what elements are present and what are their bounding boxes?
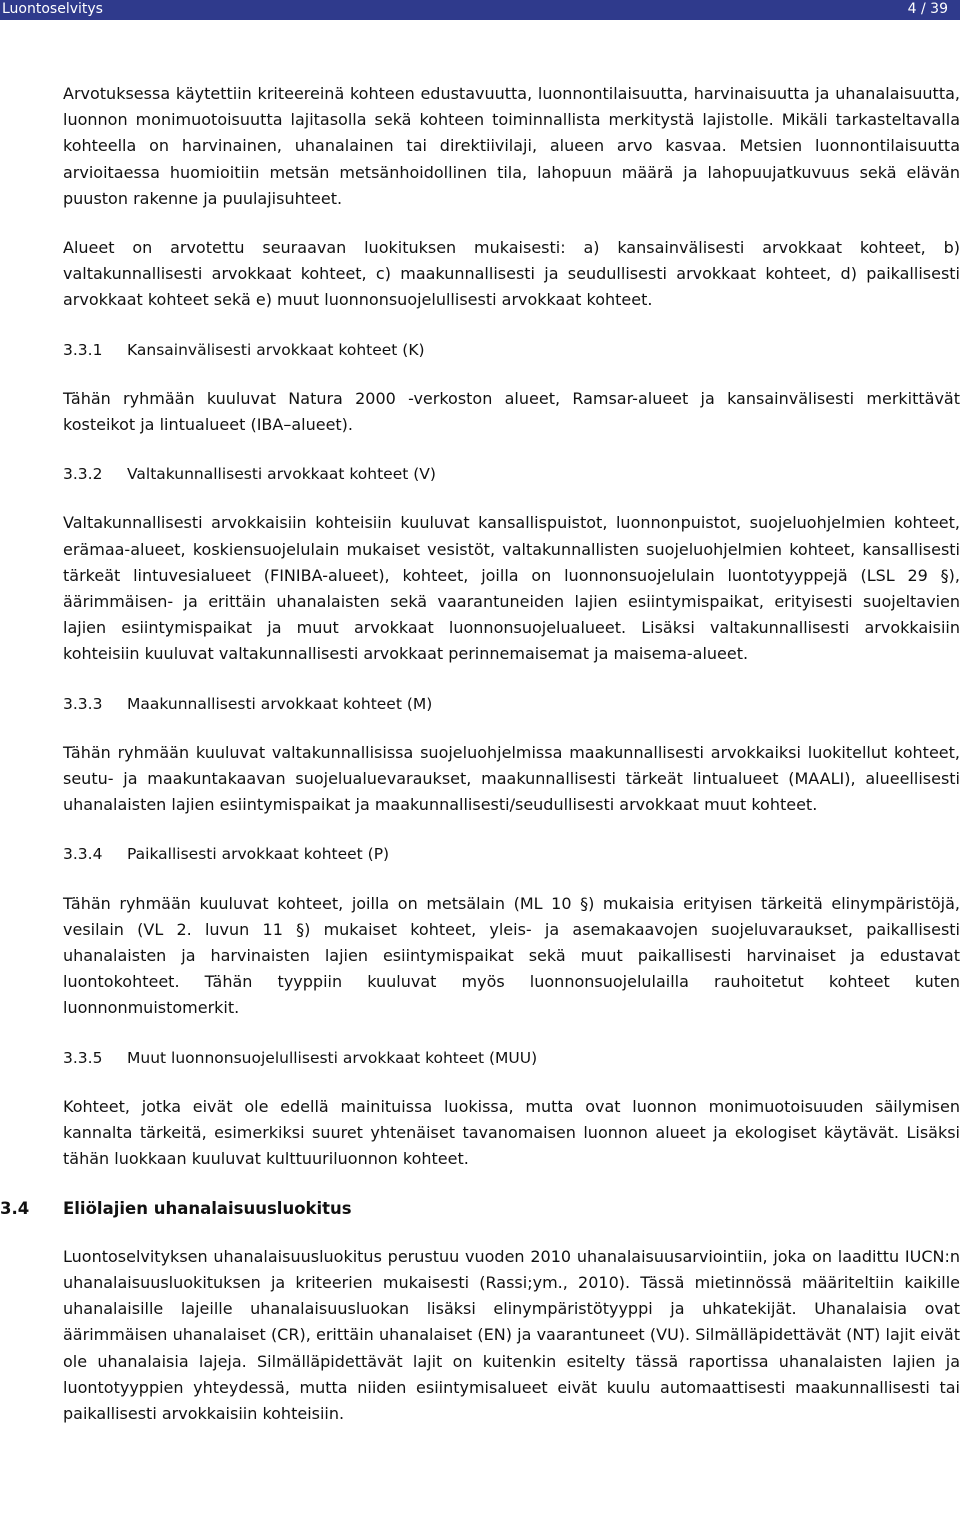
document-title: Luontoselvitys	[2, 1, 103, 17]
section-heading-3-3-2	[63, 461, 960, 487]
section-title: Eliölajien uhanalaisuusluokitus	[63, 1198, 352, 1218]
document-header	[0, 0, 960, 20]
section-title: Maakunnallisesti arvokkaat kohteet (M)	[127, 694, 433, 713]
section-text-3-3-4: Tähän ryhmään kuuluvat kohteet, joilla on metsälain (ML 10 §) mukaisia erityisen tärkeitä elinympäristöjä, vesilain (VL 2. luvun 11 §) mukaiset kohteet, yleis- ja asemakaavojen suojeluvaraukset, paikallisesti uhanalaisten ja harvinaisten lajien esiintymispaikat sekä muut paikallisesti harvinaiset ja edustavat luontokohteet. Tähän tyyppiin kuuluvat myös luonnonsuojelulailla rauhoitetut kohteet kuten luonnonmuistomerkit.	[63, 893, 960, 1018]
section-heading-3-4	[0, 1196, 960, 1222]
section-number: 3.3.5	[63, 1048, 103, 1067]
paragraph-classification: Alueet on arvotettu seuraavan luokituksen mukaisesti: a) kansainvälisesti arvokkaat kohteet, b) valtakunnallisesti arvokkaat kohteet, c) maakunnallisesti ja seudullisesti arvokkaat kohteet, d) paikallisesti arvokkaat kohteet sekä e) muut luonnonsuojelullisesti arvokkaat kohteet.	[63, 238, 960, 310]
section-text-3-4: Luontoselvityksen uhanalaisuusluokitus perustuu vuoden 2010 uhanalaisuusarviointiin, joka on laadittu IUCN:n uhanalaisuusluokituksen ja kriteerien mukaisesti (Rassi;ym., 2010). Tässä mietinnössä määriteltiin kaikille uhanalaisille lajeille uhanalaisuusluokan lisäksi elinympäristötyyppi ja uhkatekijät. Uhanalaisia ovat äärimmäisen uhanalaiset (CR), erittäin uhanalaiset (EN) ja vaarantuneet (VU). Silmälläpidettävät (NT) lajit eivät ole uhanalaisia lajeja. Silmälläpidettävät lajit on kuitenkin esitelty tässä raportissa uhanalaisten lajien ja luontotyyppien yhteydessä, mutta niiden esiintymisalueet eivät kuulu automaattisesti maakunnallisesti tai paikallisesti arvokkaisiin kohteisiin.	[63, 1246, 960, 1423]
section-number: 3.3.4	[63, 845, 103, 864]
section-heading-3-3-4	[63, 841, 960, 867]
section-number: 3.3.2	[63, 465, 103, 484]
document-body	[0, 81, 960, 1450]
section-number: 3.3.1	[63, 340, 103, 359]
section-title: Kansainvälisesti arvokkaat kohteet (K)	[127, 340, 425, 359]
section-number: 3.3.3	[63, 694, 103, 713]
page-indicator: 4 / 39	[907, 1, 948, 17]
section-title: Paikallisesti arvokkaat kohteet (P)	[127, 845, 390, 864]
section-title: Muut luonnonsuojelullisesti arvokkaat kohteet (MUU)	[127, 1048, 538, 1067]
section-heading-3-3-1	[63, 337, 960, 363]
section-heading-3-3-5	[63, 1045, 960, 1071]
section-title: Valtakunnallisesti arvokkaat kohteet (V)	[127, 465, 436, 484]
section-text-3-3-5: Kohteet, jotka eivät ole edellä mainituissa luokissa, mutta ovat luonnon monimuotoisuuden säilymisen kannalta tärkeitä, esimerkiksi suuret yhtenäiset tavanomaisen luonnon alueet ja ekologiset käytävät. Lisäksi tähän luokkaan kuuluvat kulttuuriluonnon kohteet.	[63, 1096, 960, 1169]
section-heading-3-3-3	[63, 691, 960, 717]
section-number: 3.4	[0, 1198, 30, 1218]
section-text-3-3-2: Valtakunnallisesti arvokkaisiin kohteisiin kuuluvat kansallispuistot, luonnonpuistot, suojeluohjelmien kohteet, erämaa-alueet, koskiensuojelulain mukaiset vesistöt, valtakunnallisten suojeluohjelmien kohteet, kansallisesti tärkeät lintuvesialueet (FINIBA-alueet), kohteet, joilla on luonnonsuojelulain luontotyyppejä (LSL 29 §), äärimmäisen- ja erittäin uhanalaisten sekä vaarantuneiden lajien esiintymispaikat, erityisesti suojeltavien lajien esiintymispaikat ja muut arvokkaat luonnonsuojelualueet. Lisäksi valtakunnallisesti arvokkaisiin kohteisiin kuuluvat valtakunnallisesti arvokkaat perinnemaisemat ja maisema-alueet.	[63, 513, 960, 664]
paragraph-criteria: Arvotuksessa käytettiin kriteereinä kohteen edustavuutta, luonnontilaisuutta, harvinaisuutta ja uhanalaisuutta, luonnon monimuotoisuutta lajitasolla sekä kohteen toiminnallista merkitystä lajistolle. Mikäli tarkasteltavalla kohteella on harvinainen, uhanalainen tai direktiivilaji, alueen arvo kasvaa. Metsien luonnontilaisuutta arvioitaessa huomioitiin metsän metsänhoidollinen tila, lahopuun määrä ja lahopuujatkuvuus sekä elävän puuston rakenne ja puulajisuhteet.	[63, 84, 960, 208]
section-text-3-3-1: Tähän ryhmään kuuluvat Natura 2000 -verkoston alueet, Ramsar-alueet ja kansainvälisesti merkittävät kosteikot ja lintualueet (IBA–alueet).	[63, 388, 960, 435]
section-text-3-3-3: Tähän ryhmään kuuluvat valtakunnallisissa suojeluohjelmissa maakunnallisesti arvokkaiksi luokitellut kohteet, seutu- ja maakuntakaavan suojelualuevaraukset, maakunnallisesti tärkeät lintualueet (MAALI), alueellisesti uhanalaisten lajien esiintymispaikat ja maakunnallisesti/seudullisesti arvokkaat muut kohteet.	[63, 742, 960, 815]
